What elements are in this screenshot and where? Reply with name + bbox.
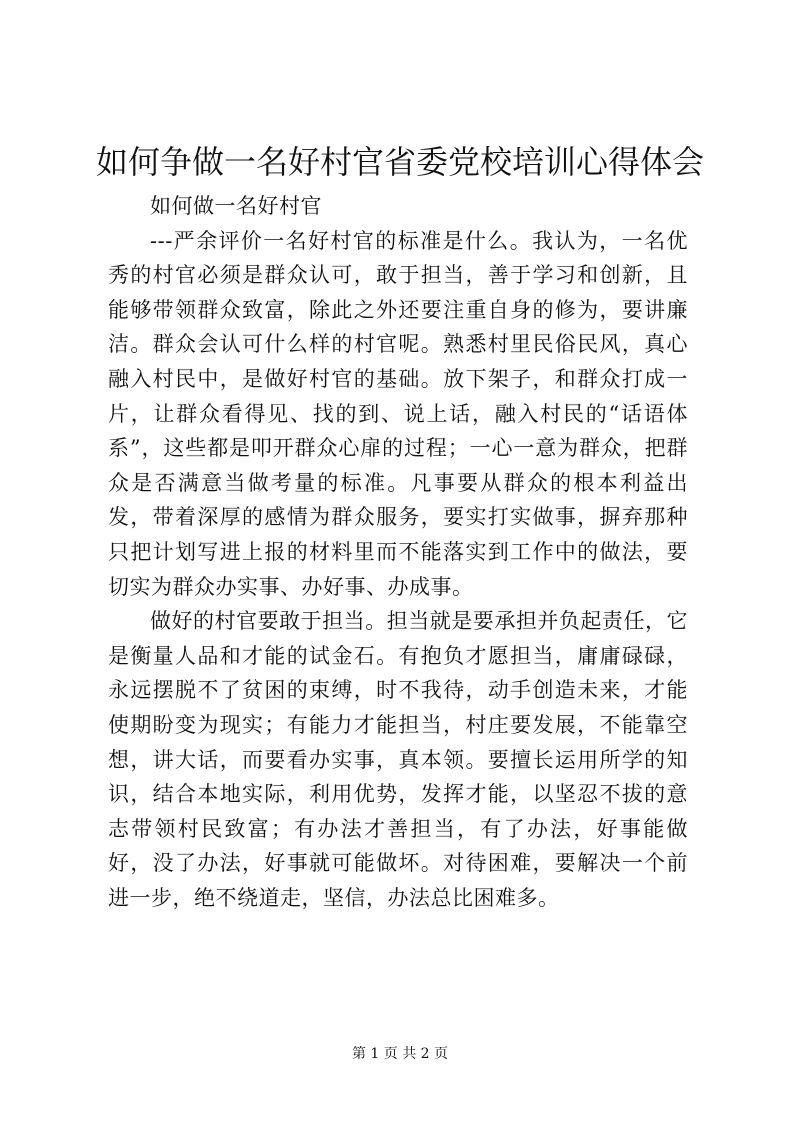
document-body <box>108 189 688 915</box>
body-paragraph: ---严余评价一名好村官的标准是什么。我认为，一名优秀的村官必须是群众认可，敢于担当，善于学习和创新，且能够带领群众致富，除此之外还要注重自身的修为，要讲廉洁。群众会认可什么样的村官呢。熟悉村里民俗民风，真心融入村民中，是做好村官的基础。放下架子，和群众打成一片，让群众看得见、找的到、说上话，融入村民的“话语体系”，这些都是叩开群众心扉的过程；一心一意为群众，把群众是否满意当做考量的标准。凡事要从群众的根本利益出发，带着深厚的感情为群众服务，要实打实做事，摒弃那种只把计划写进上报的材料里而不能落实到工作中的做法，要切实为群众办实事、办好事、办成事。 <box>108 228 688 599</box>
subtitle-paragraph: 如何做一名好村官 <box>150 194 322 218</box>
document-title: 如何争做一名好村官省委党校培训心得体会 <box>95 143 704 181</box>
body-paragraph: 做好的村官要敢于担当。担当就是要承担并负起责任，它是衡量人品和才能的试金石。有抱负才愿担当，庸庸碌碌，永远摆脱不了贫困的束缚，时不我待，动手创造未来，才能使期盼变为现实；有能力才能担当，村庄要发展，不能靠空想，讲大话，而要看办实事，真本领。要擅长运用所学的知识，结合本地实际，利用优势，发挥才能，以坚忍不拔的意志带领村民致富；有办法才善担当，有了办法，好事能做好，没了办法，好事就可能做坏。对待困难，要解决一个前进一步，绝不绕道走，坚信，办法总比困难多。 <box>108 609 688 910</box>
page-number-footer: 第 1 页 共 2 页 <box>351 1046 449 1062</box>
